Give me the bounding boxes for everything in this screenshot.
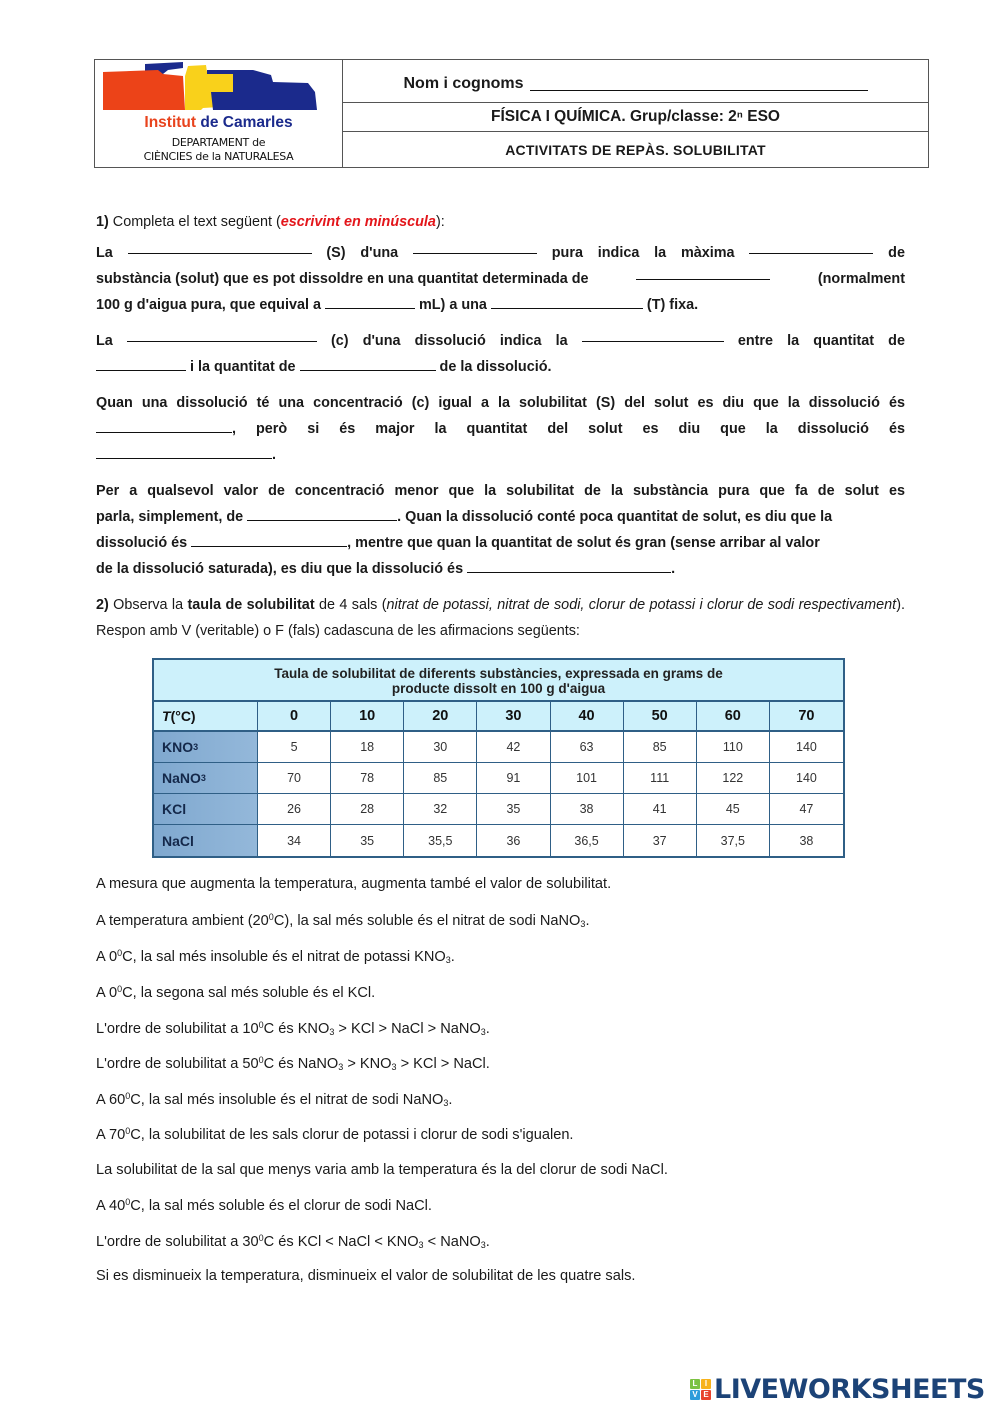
solubility-value-cell: 45 xyxy=(697,794,770,825)
solubility-value-cell: 78 xyxy=(331,763,404,794)
blank-input[interactable] xyxy=(467,559,671,573)
solubility-value-cell: 101 xyxy=(551,763,624,794)
live-letter-block: V xyxy=(690,1390,700,1400)
temperature-column-header: 40 xyxy=(551,702,624,732)
live-blocks-icon xyxy=(690,1379,711,1400)
live-letter-block: L xyxy=(690,1379,700,1389)
live-letter-block: E xyxy=(701,1390,711,1400)
solubility-value-cell: 85 xyxy=(624,732,697,763)
solubility-value-cell: 41 xyxy=(624,794,697,825)
salt-row-label: NaCl xyxy=(154,825,258,856)
statement-item[interactable]: A mesura que augmenta la temperatura, augmenta també el valor de solubilitat. xyxy=(96,876,612,892)
name-label: Nom i cognoms xyxy=(403,75,524,92)
temperature-column-header: 10 xyxy=(331,702,404,732)
solubility-value-cell: 36 xyxy=(477,825,550,856)
statement-item[interactable]: A temperatura ambient $(20^0C)$, la sal més soluble és el nitrat de sodi NaNO$_3$. xyxy=(96,912,590,929)
solubility-value-cell: 36,5 xyxy=(551,825,624,856)
paragraph-solubility: La (S) d'una pura indica la màxima de substància (solut) que es pot dissoldre en una quantitat determinada de (normalment 100 g d'aigua pura, que equival a mL) a una (T) fixa. xyxy=(96,240,905,318)
blank-input[interactable] xyxy=(128,240,312,254)
school-logo-cell xyxy=(95,60,343,167)
paragraph-concentration: La (c) d'una dissolució indica la entre la quantitat de i la quantitat de de la dissolució. xyxy=(96,328,905,380)
temperature-column-header: 20 xyxy=(404,702,477,732)
solubility-value-cell: 30 xyxy=(404,732,477,763)
blank-input[interactable] xyxy=(749,240,873,254)
statement-item[interactable]: Si es disminueix la temperatura, disminueix el valor de solubilitat de les quatre sals. xyxy=(96,1268,636,1284)
solubility-value-cell: 110 xyxy=(697,732,770,763)
solubility-value-cell: 37 xyxy=(624,825,697,856)
solubility-value-cell: 140 xyxy=(770,763,843,794)
table-grid xyxy=(154,702,843,856)
statement-item[interactable]: L'ordre de solubilitat a $50^0C$ és NaNO$_3$ > $KNO_3$ > KCl > NaCl. xyxy=(96,1055,490,1072)
department-name: DEPARTAMENT de CIÈNCIES de la NATURALESA xyxy=(143,136,294,163)
temperature-column-header: 0 xyxy=(258,702,331,732)
worksheet-info xyxy=(343,60,928,167)
temperature-column-header: 30 xyxy=(477,702,550,732)
solubility-value-cell: 38 xyxy=(551,794,624,825)
activity-title: ACTIVITATS DE REPÀS. SOLUBILITAT xyxy=(505,141,766,158)
blank-input[interactable] xyxy=(325,295,415,309)
solubility-value-cell: 111 xyxy=(624,763,697,794)
table-title: Taula de solubilitat de diferents substàncies, expressada en grams de producte dissolt en 100 g d'aigua xyxy=(154,660,843,702)
worksheet-header xyxy=(94,59,929,168)
solubility-value-cell: 140 xyxy=(770,732,843,763)
salt-row-label: NaNO 3 xyxy=(154,763,258,794)
solubility-value-cell: 32 xyxy=(404,794,477,825)
blank-input[interactable] xyxy=(413,240,537,254)
solubility-value-cell: 85 xyxy=(404,763,477,794)
solubility-value-cell: 34 xyxy=(258,825,331,856)
statement-item[interactable]: A $0^0C$, la segona sal més soluble és el KCl. xyxy=(96,984,376,1001)
solubility-value-cell: 26 xyxy=(258,794,331,825)
solubility-value-cell: 63 xyxy=(551,732,624,763)
temperature-column-header: 60 xyxy=(697,702,770,732)
live-letter-block: I xyxy=(701,1379,711,1389)
subject-row: FÍSICA I QUÍMICA. Grup/classe: 2ⁿ ESO xyxy=(343,103,928,132)
exercise-1-instruction: 1) Completa el text següent (escrivint en minúscula): xyxy=(96,214,445,230)
solubility-value-cell: 18 xyxy=(331,732,404,763)
solubility-value-cell: 5 xyxy=(258,732,331,763)
solubility-table xyxy=(152,658,845,858)
paragraph-dilution: Per a qualsevol valor de concentració menor que la solubilitat de la substància pura que fa de solut es parla, simplement, de . Quan la dissolució conté poca quantitat de solut, es diu que la dissolució és , mentre que quan la quantitat de solut és gran (sense arribar al valor de la dissolució saturada), es diu que la dissolució és . xyxy=(96,483,905,577)
blank-input[interactable] xyxy=(247,507,397,521)
statement-item[interactable]: A $0^0C$, la sal més insoluble és el nitrat de potassi $KNO_3$. xyxy=(96,948,455,965)
blank-input[interactable] xyxy=(96,445,272,459)
blank-input[interactable] xyxy=(300,357,436,371)
statement-item[interactable]: A $60^0C$, la sal més insoluble és el nitrat de sodi NaNO$_3$. xyxy=(96,1091,453,1108)
blank-input[interactable] xyxy=(96,357,186,371)
temperature-header: T (°C) xyxy=(154,702,258,732)
exercise-2-instruction: 2) Observa la taula de solubilitat de 4 sals (nitrat de potassi, nitrat de sodi, clorur de potassi i clorur de sodi respectivament). Respon amb V (veritable) o F (fals) cadascuna de les afirmacions següents: xyxy=(96,597,905,639)
liveworksheets-logo: L I V E LIVEWORKSHEETS xyxy=(690,1374,985,1405)
statement-item[interactable]: La solubilitat de la sal que menys varia amb la temperatura és la del clorur de sodi NaCl. xyxy=(96,1162,668,1178)
name-input-line[interactable] xyxy=(530,77,868,91)
solubility-value-cell: 28 xyxy=(331,794,404,825)
blank-input[interactable] xyxy=(191,533,347,547)
blank-input[interactable] xyxy=(96,419,232,433)
solubility-value-cell: 91 xyxy=(477,763,550,794)
statement-item[interactable]: A $40^0C$, la sal més soluble és el clorur de sodi NaCl. xyxy=(96,1197,432,1214)
solubility-value-cell: 70 xyxy=(258,763,331,794)
statement-item[interactable]: L'ordre de solubilitat a $10^0C$ és $KNO_3$ > KCl > NaCl > NaNO$_3$. xyxy=(96,1020,490,1037)
temperature-column-header: 70 xyxy=(770,702,843,732)
statement-item[interactable]: A $70^0C$, la solubilitat de les sals clorur de potassi i clorur de sodi s'igualen. xyxy=(96,1126,574,1143)
solubility-value-cell: 42 xyxy=(477,732,550,763)
salt-row-label: KCl xyxy=(154,794,258,825)
solubility-value-cell: 38 xyxy=(770,825,843,856)
solubility-value-cell: 122 xyxy=(697,763,770,794)
salt-row-label: KNO 3 xyxy=(154,732,258,763)
solubility-value-cell: 47 xyxy=(770,794,843,825)
temperature-column-header: 50 xyxy=(624,702,697,732)
blank-input[interactable] xyxy=(127,328,317,342)
blank-input[interactable] xyxy=(491,295,643,309)
school-name: Institut de Camarles xyxy=(144,114,293,131)
blank-input[interactable] xyxy=(582,328,724,342)
solubility-value-cell: 37,5 xyxy=(697,825,770,856)
solubility-value-cell: 35 xyxy=(331,825,404,856)
blank-input[interactable] xyxy=(636,266,770,280)
paragraph-saturation: Quan una dissolució té una concentració (c) igual a la solubilitat (S) del solut es diu que la dissolució és , però si és major la quantitat del solut es diu que la dissolució és . xyxy=(96,395,905,463)
statement-item[interactable]: L'ordre de solubilitat a $30^0C$ és KCl < NaCl < $KNO_3$ < NaNO$_3$. xyxy=(96,1233,490,1250)
solubility-value-cell: 35 xyxy=(477,794,550,825)
school-logo-icon xyxy=(103,62,327,112)
student-name-row xyxy=(343,60,928,103)
solubility-value-cell: 35,5 xyxy=(404,825,477,856)
